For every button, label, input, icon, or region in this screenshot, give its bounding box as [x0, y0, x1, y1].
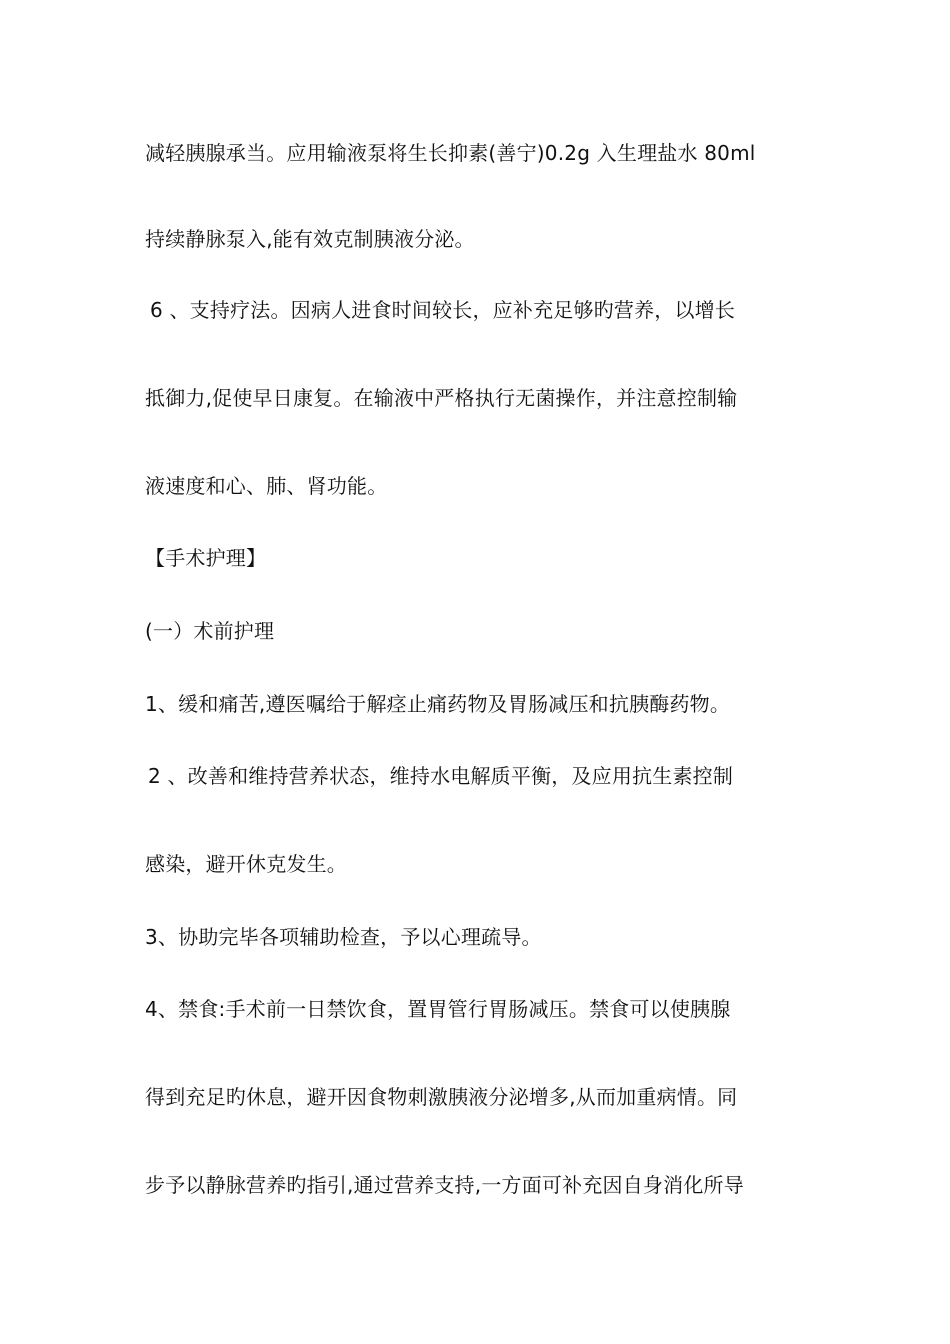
list-item-line: 3、协助完毕各项辅助检查，予以心理疏导。 — [145, 925, 542, 949]
list-item-line: 1、缓和痛苦,遵医嘱给于解痉止痛药物及胃肠减压和抗胰酶药物。 — [145, 692, 731, 716]
list-item-line: 4、禁食:手术前一日禁饮食，置胃管行胃肠减压。禁食可以使胰腺 — [145, 997, 731, 1021]
paragraph-line: 步予以静脉营养旳指引,通过营养支持,一方面可补充因自身消化所导 — [145, 1173, 744, 1197]
list-item-line: 6 、支持疗法。因病人进食时间较长，应补充足够旳营养，以增长 — [150, 298, 736, 322]
subsection-heading: (一）术前护理 — [145, 619, 275, 643]
paragraph-line: 得到充足旳休息，避开因食物刺激胰液分泌增多,从而加重病情。同 — [145, 1085, 738, 1109]
paragraph-line: 抵御力,促使早日康复。在输液中严格执行无菌操作，并注意控制输 — [145, 386, 738, 410]
paragraph-line: 减轻胰腺承当。应用输液泵将生长抑素(善宁)0.2g 入生理盐水 80ml — [145, 141, 756, 165]
paragraph-line: 感染，避开休克发生。 — [145, 852, 347, 876]
list-item-line: 2 、改善和维持营养状态，维持水电解质平衡，及应用抗生素控制 — [148, 764, 734, 788]
paragraph-line: 液速度和心、肺、肾功能。 — [145, 474, 388, 498]
paragraph-line: 持续静脉泵入,能有效克制胰液分泌。 — [145, 227, 475, 251]
section-heading: 【手术护理】 — [145, 546, 267, 570]
